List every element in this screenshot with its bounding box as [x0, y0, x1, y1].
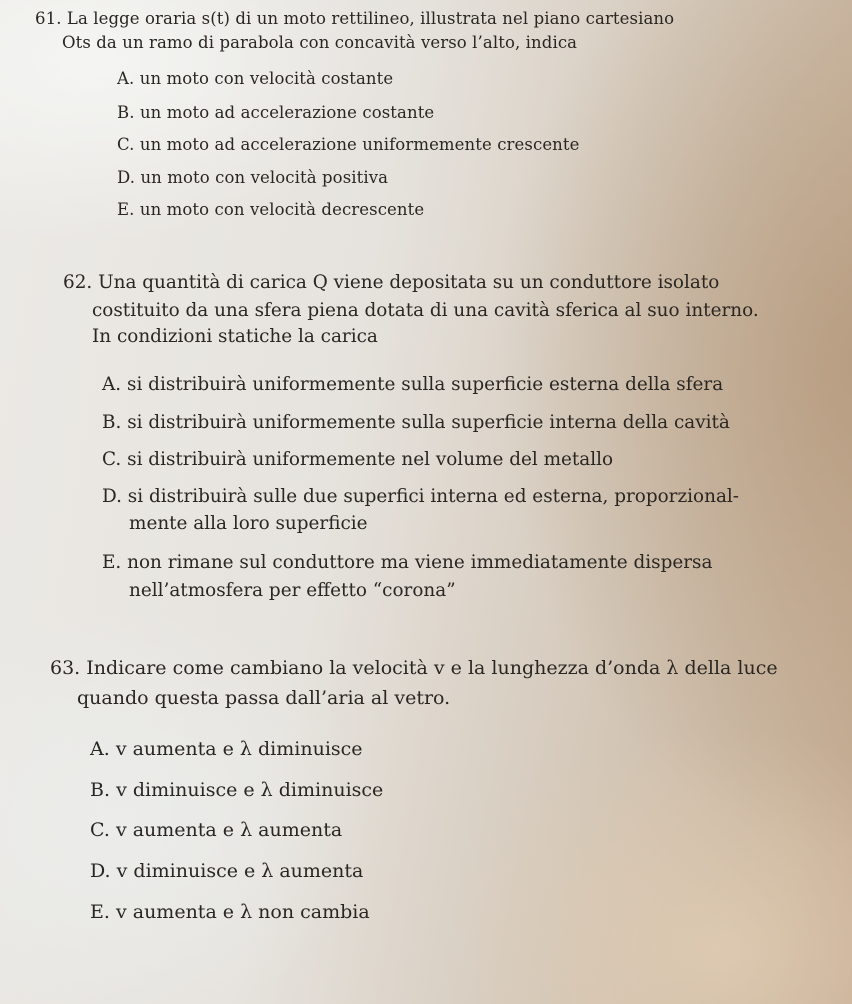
- option-letter: B.: [90, 779, 111, 801]
- stem-text: Una quantità di carica Q viene depositata su un conduttore isolato: [98, 272, 720, 293]
- option-letter: D.: [90, 860, 111, 882]
- question-63-stem-line-2: quando questa passa dall’aria al vetro.: [77, 687, 451, 709]
- option-text: si distribuirà sulle due superfici interna ed esterna, proporzional-: [127, 486, 740, 507]
- option-62-e-continuation: nell’atmosfera per effetto “corona”: [129, 580, 456, 601]
- option-text: un moto con velocità decrescente: [139, 200, 425, 219]
- option-62-d-continuation: mente alla loro superficie: [129, 513, 368, 534]
- option-62-c: [102, 449, 613, 470]
- option-text: si distribuirà uniformemente nel volume del metallo: [127, 449, 614, 470]
- option-61-a: [117, 69, 393, 88]
- option-63-e: [90, 901, 370, 923]
- question-62-stem-line-1: [63, 272, 719, 293]
- option-61-e: [117, 200, 424, 219]
- option-letter: D.: [102, 486, 122, 507]
- option-text: un moto ad accelerazione costante: [139, 103, 435, 122]
- option-letter: C.: [90, 819, 110, 841]
- option-letter: E.: [102, 552, 122, 573]
- stem-text: La legge oraria s(t) di un moto rettilineo, illustrata nel piano cartesiano: [66, 9, 675, 28]
- option-text: si distribuirà uniformemente sulla superficie esterna della sfera: [127, 374, 724, 395]
- question-61-stem-line-2: Ots da un ramo di parabola con concavità verso l’alto, indica: [62, 33, 578, 52]
- option-61-c: [117, 135, 580, 154]
- option-63-d: [90, 860, 363, 882]
- option-text: un moto ad accelerazione uniformemente crescente: [139, 135, 580, 154]
- question-number: 62.: [63, 272, 93, 293]
- question-62-stem-line-2: costituito da una sfera piena dotata di una cavità sferica al suo interno.: [92, 300, 759, 321]
- option-letter: D.: [117, 168, 136, 187]
- option-text: un moto con velocità positiva: [140, 168, 389, 187]
- option-62-d: [102, 486, 739, 507]
- option-letter: C.: [102, 449, 122, 470]
- option-61-b: [117, 103, 434, 122]
- option-letter: A.: [90, 738, 110, 760]
- option-text: v diminuisce e λ aumenta: [116, 860, 364, 882]
- option-62-b: [102, 412, 730, 433]
- option-letter: A.: [117, 69, 135, 88]
- question-number: 63.: [50, 657, 81, 679]
- question-number: 61.: [35, 9, 62, 28]
- option-63-b: [90, 779, 383, 801]
- option-text: v aumenta e λ aumenta: [115, 819, 343, 841]
- option-letter: C.: [117, 135, 135, 154]
- option-letter: B.: [117, 103, 135, 122]
- option-62-a: [102, 374, 723, 395]
- option-letter: B.: [102, 412, 122, 433]
- option-text: v aumenta e λ diminuisce: [115, 738, 363, 760]
- option-text: non rimane sul conduttore ma viene immediatamente dispersa: [127, 552, 713, 573]
- option-text: un moto con velocità costante: [139, 69, 394, 88]
- question-63-stem-line-1: [50, 657, 778, 679]
- option-61-d: [117, 168, 388, 187]
- option-63-c: [90, 819, 342, 841]
- option-letter: E.: [90, 901, 110, 923]
- option-63-a: [90, 738, 363, 760]
- option-text: v diminuisce e λ diminuisce: [116, 779, 384, 801]
- option-text: v aumenta e λ non cambia: [115, 901, 370, 923]
- option-text: si distribuirà uniformemente sulla superficie interna della cavità: [127, 412, 730, 433]
- question-62-stem-line-3: In condizioni statiche la carica: [92, 326, 378, 347]
- option-62-e: [102, 552, 712, 573]
- question-61-stem-line-1: [35, 9, 674, 28]
- option-letter: A.: [102, 374, 122, 395]
- stem-text: Indicare come cambiano la velocità v e la lunghezza d’onda λ della luce: [86, 657, 778, 679]
- option-letter: E.: [117, 200, 135, 219]
